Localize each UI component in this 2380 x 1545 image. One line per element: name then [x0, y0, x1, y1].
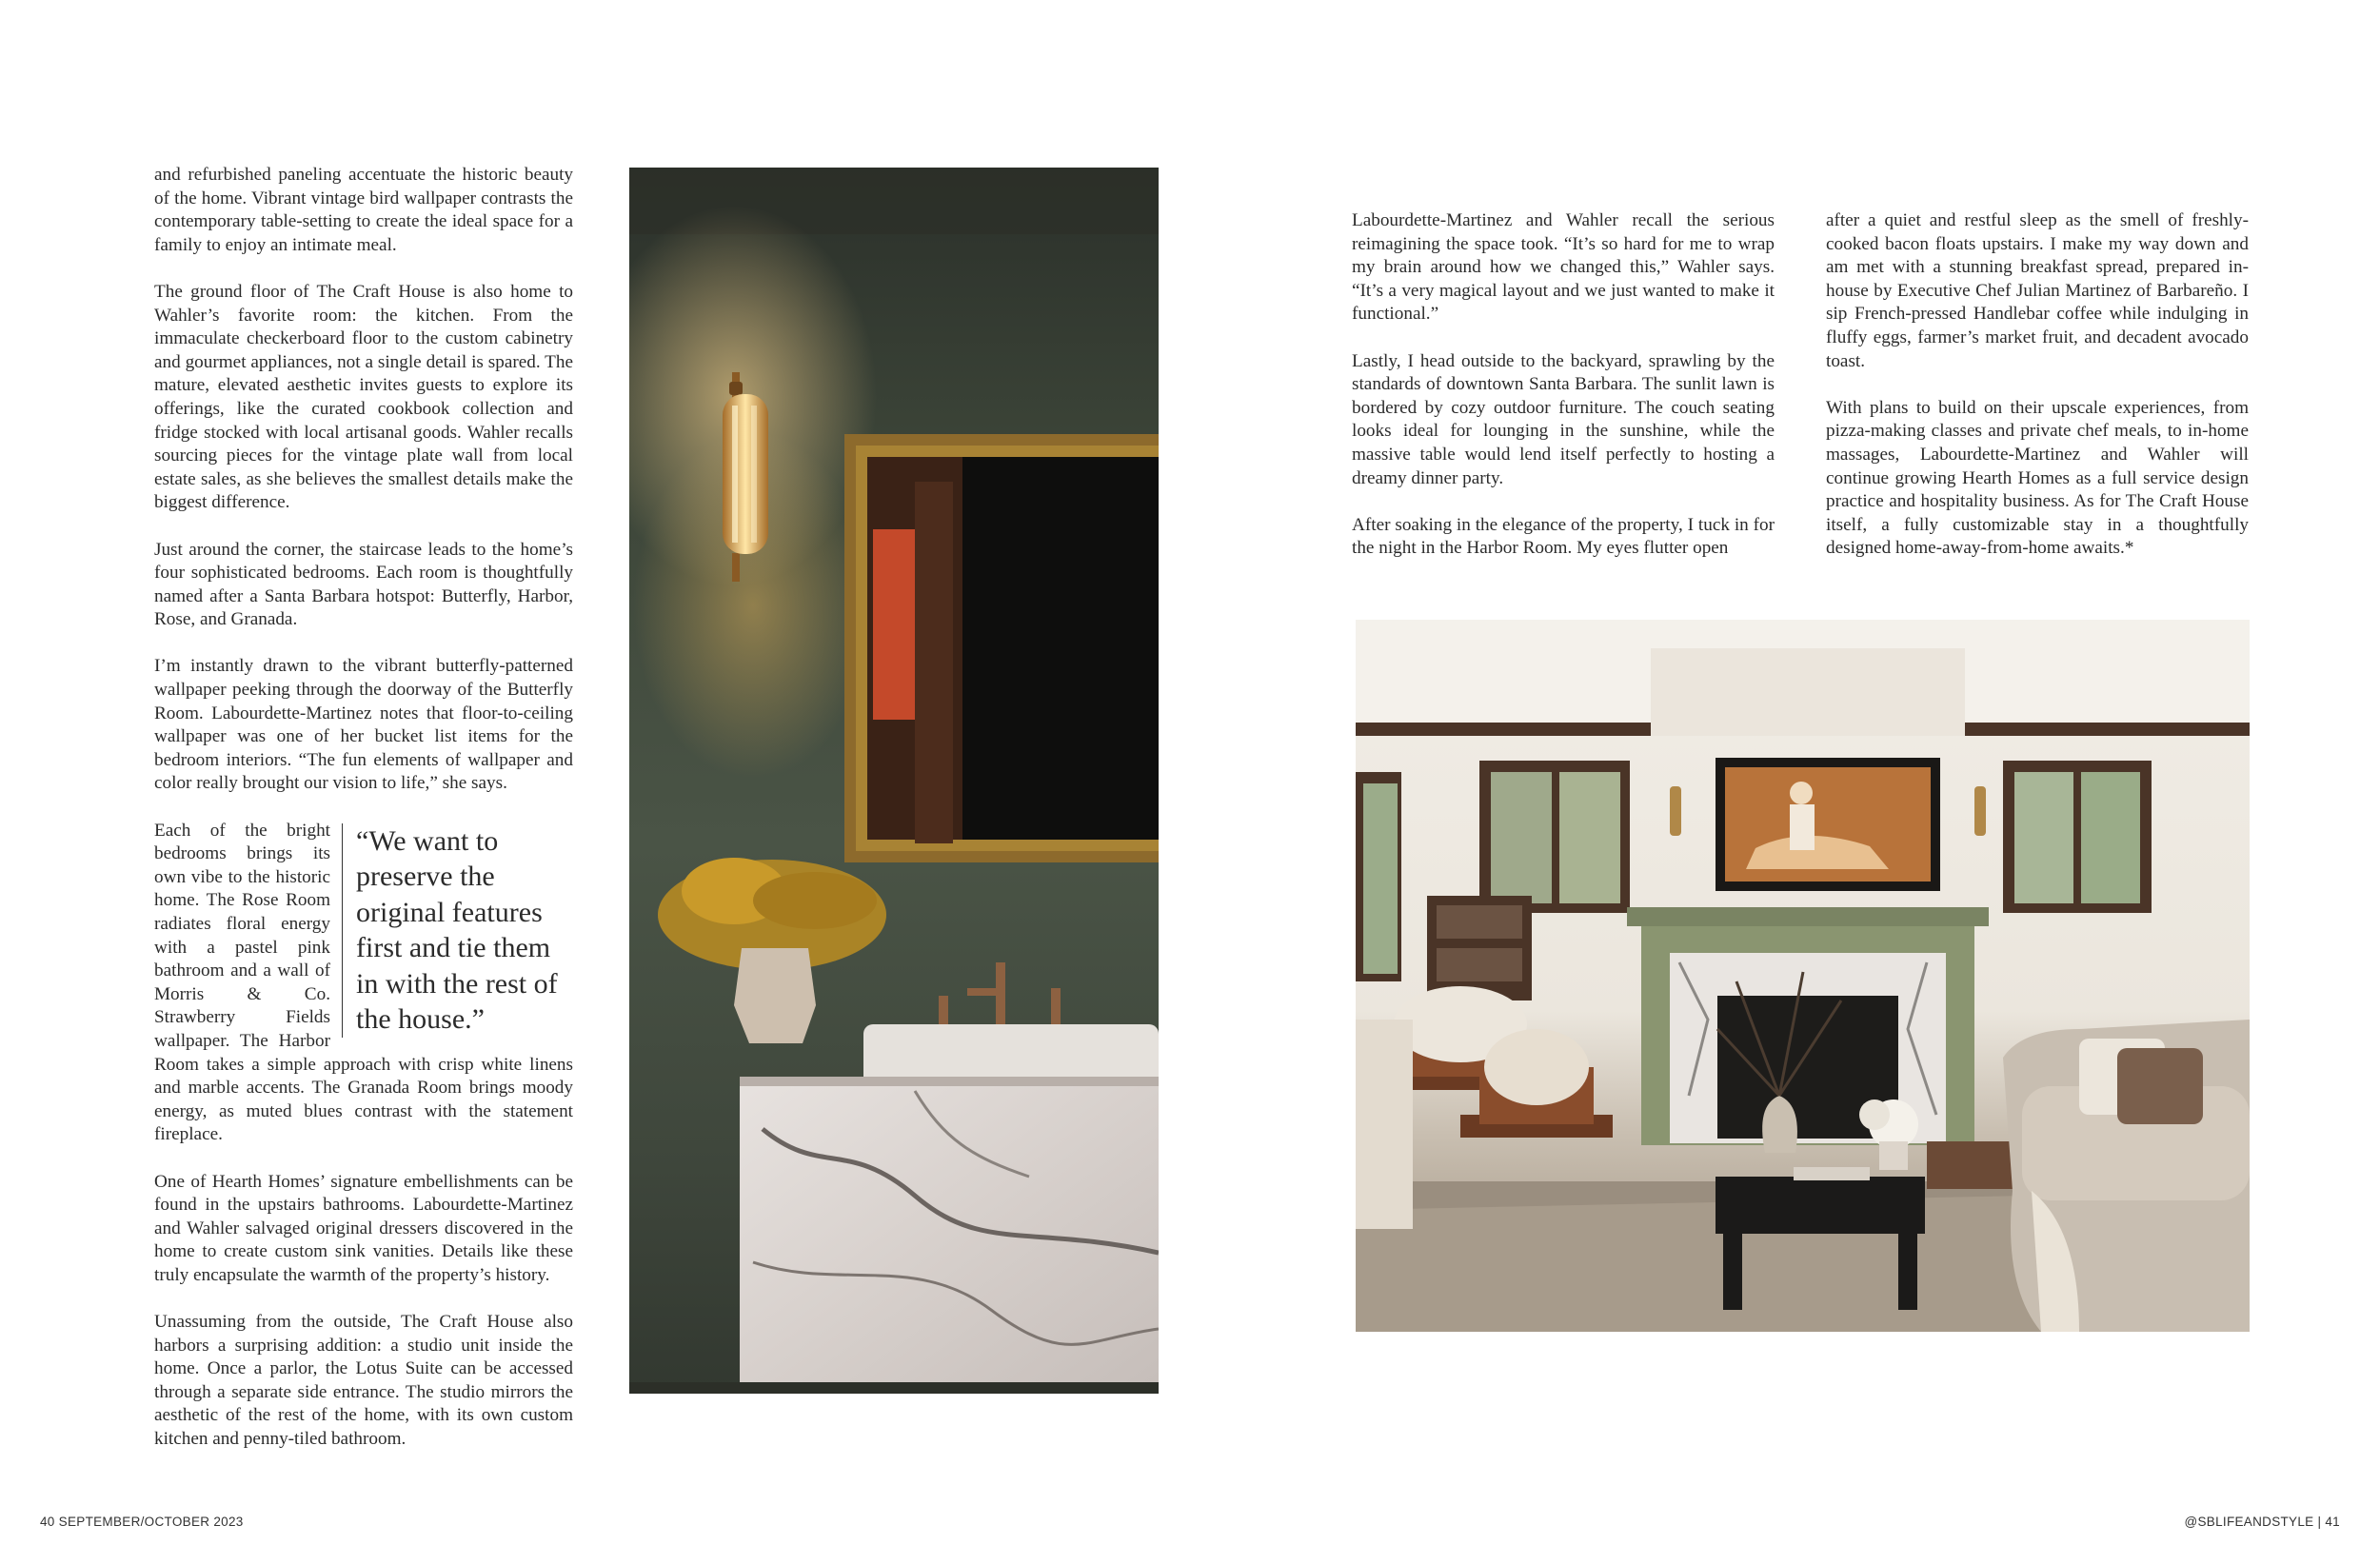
- page-footer-right: @SBLIFEANDSTYLE | 41: [2184, 1515, 2340, 1529]
- paragraph: After soaking in the elegance of the property, I tuck in for the night in the Harbor Room. My eyes flutter open: [1352, 514, 1775, 559]
- paragraph: Unassuming from the outside, The Craft House also harbors a surprising addition: a studio unit inside the home. Once a parlor, the Lotus Suite can be accessed through a separate side entrance. The studio mirrors the aesthetic of the rest of the home, with its own custom kitchen and penny-tiled bathroom.: [154, 1312, 573, 1450]
- page-footer-left: 40 SEPTEMBER/OCTOBER 2023: [40, 1515, 244, 1529]
- paragraph: Just around the corner, the staircase leads to the home’s four sophisticated bedrooms. Each room is thoughtfully named after a Santa Barbara hotspot: Butterfly, Harbor, Rose, and Granada.: [154, 539, 573, 630]
- paragraph: after a quiet and restful sleep as the smell of freshly-cooked bacon floats upstairs. I make my way down and am met with a stunning breakfast spread, prepared in-house by Executive Chef Julian Martinez of Barbareño. I sip French-pressed Handlebar coffee while indulging in fluffy eggs, farmer’s market fruit, and decadent avocado toast.: [1826, 210, 2249, 371]
- paragraph: With plans to build on their upscale experiences, from pizza-making classes and private chef meals, to in-home massages, Labourdette-Martinez and Wahler will continue growing Hearth Homes as a full service design practice and hospitality business. As for The Craft House itself, a fully customizable stay in a thoughtfully designed home-away-from-home awaits.*: [1826, 397, 2249, 559]
- living-room-illustration: [1356, 620, 2250, 1332]
- paragraph: I’m instantly drawn to the vibrant butterfly-patterned wallpaper peeking through the doorway of the Butterfly Room. Labourdette-Martinez notes that floor-to-ceiling wallpaper was one of her bucket list items for the bedroom interiors. “The fun elements of wallpaper and color really brought our vision to life,” she says.: [154, 656, 573, 794]
- right-text-column-1: [1352, 209, 1775, 561]
- paragraph: The ground floor of The Craft House is also home to Wahler’s favorite room: the kitchen. From the immaculate checkerboard floor to the custom cabinetry and gourmet appliances, not a single detail is spared. The mature, elevated aesthetic invites guests to explore its offerings, like the curated cookbook collection and fridge stocked with local artisanal goods. Wahler recalls sourcing pieces for the vintage plate wall from local estate sales, as she believes the smallest details make the biggest difference.: [154, 281, 573, 513]
- bathroom-illustration: [629, 168, 1159, 1394]
- bathroom-photo: [629, 168, 1159, 1394]
- living-room-photo: [1356, 620, 2250, 1332]
- paragraph: and refurbished paneling accentuate the historic beauty of the home. Vibrant vintage bird wallpaper contrasts the contemporary table-setting to create the ideal space for a family to enjoy an intimate meal.: [154, 165, 573, 255]
- right-text-column-2: [1826, 209, 2249, 561]
- paragraph: Labourdette-Martinez and Wahler recall the serious reimagining the space took. “It’s so hard for me to wrap my brain around how we changed this,” Wahler says. “It’s a very magical layout and we just wanted to make it functional.”: [1352, 210, 1775, 325]
- left-text-column: [154, 164, 573, 1452]
- pull-quote: “We want to preserve the original features first and tie them in with the rest of the house.”: [342, 823, 573, 1038]
- paragraph-text: Each of the bright bedrooms brings its own vibe to the historic home. The Rose Room radiates floral energy with a pastel pink bathroom and a wall of Morris & Co. Strawberry Fields wallpaper. The Harbor Room takes a simple approach with crisp white linens and marble accents. The Granada Room brings moody energy, as muted blues contrast with the statement fireplace.: [154, 820, 573, 1145]
- paragraph: Lastly, I head outside to the backyard, sprawling by the standards of downtown Santa Barbara. The sunlit lawn is bordered by cozy outdoor furniture. The couch seating looks ideal for lounging in the sunshine, while the massive table would lend itself perfectly to hosting a dreamy dinner party.: [1352, 350, 1775, 488]
- paragraph-with-quote: [154, 820, 573, 1147]
- paragraph: One of Hearth Homes’ signature embellishments can be found in the upstairs bathrooms. Labourdette-Martinez and Wahler salvaged original dressers discovered in the home to create custom sink vanities. Details like these truly encapsulate the warmth of the property’s history.: [154, 1171, 573, 1285]
